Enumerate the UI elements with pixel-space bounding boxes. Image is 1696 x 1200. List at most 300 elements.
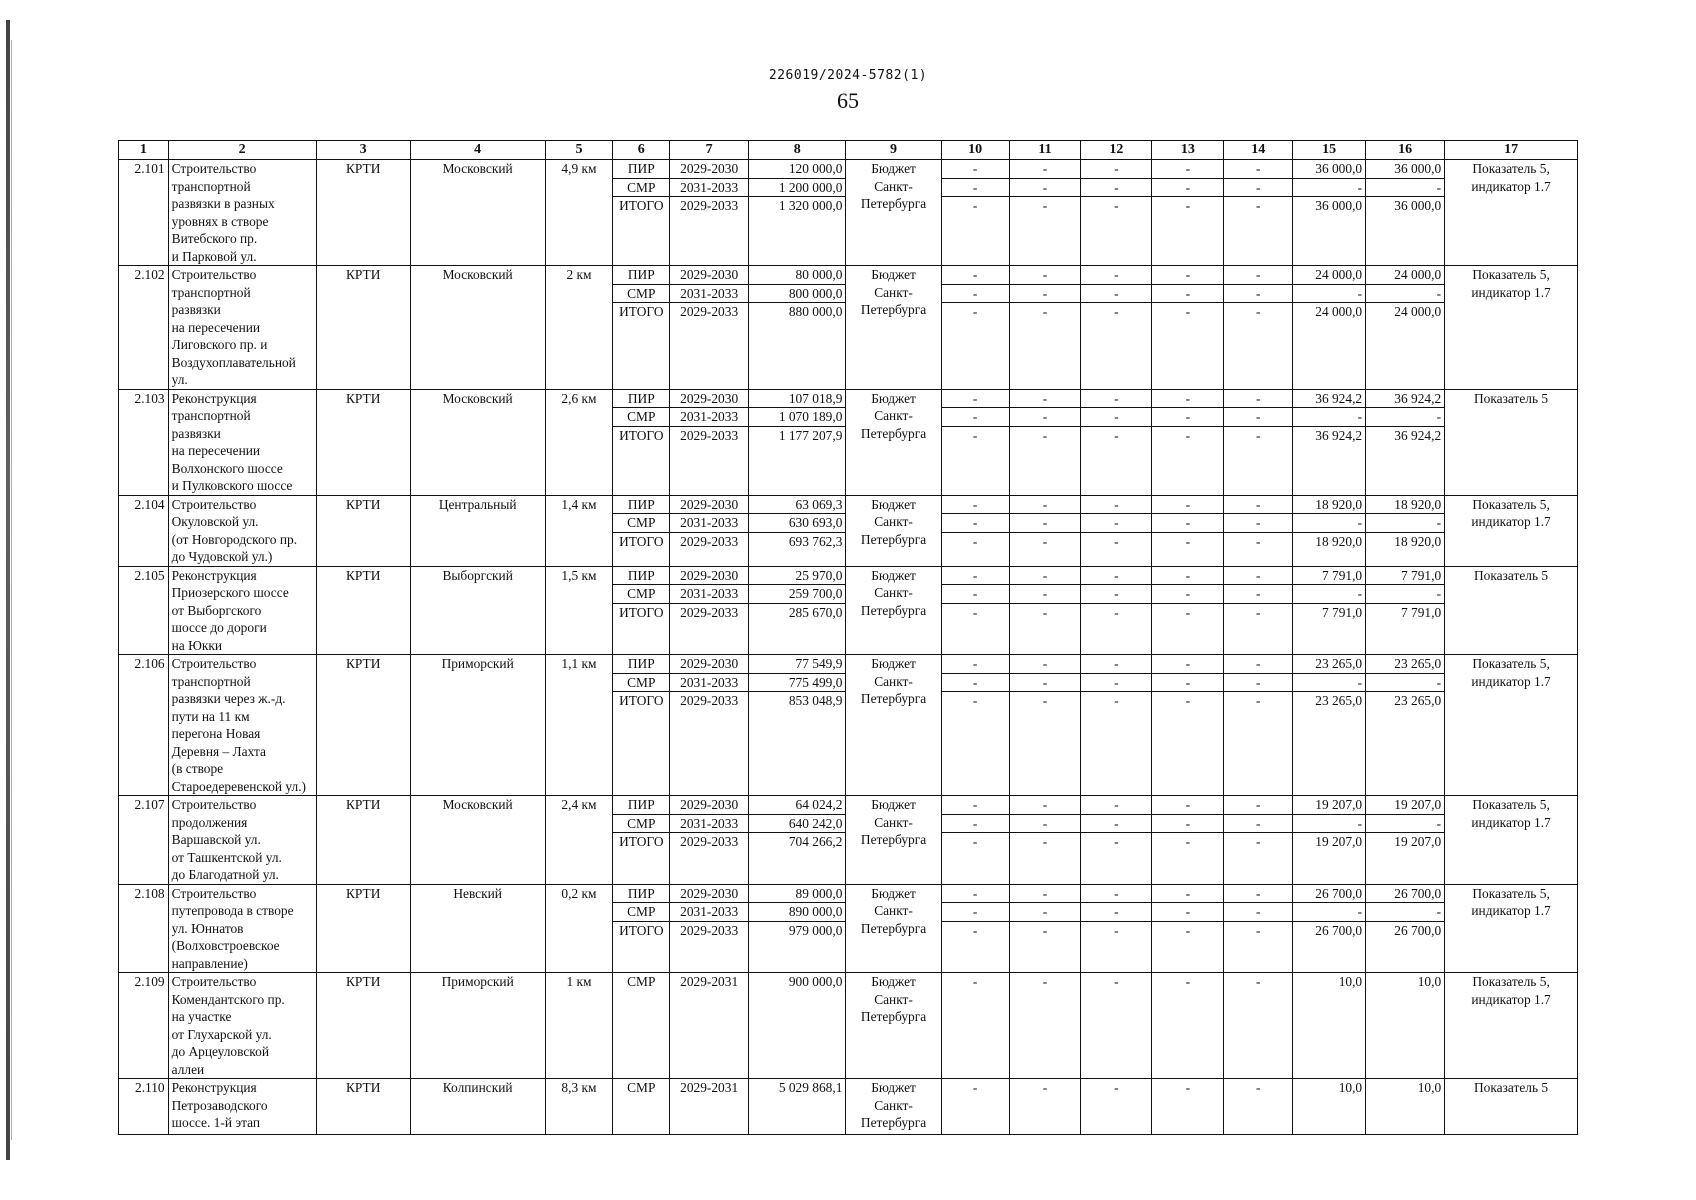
stage-line: ИТОГО xyxy=(619,533,664,549)
amount-line: 800 000,0 xyxy=(749,285,845,304)
period-line: 2029-2030 xyxy=(670,496,748,515)
col-15-value xyxy=(1293,973,1366,1079)
col-14-value-line: - xyxy=(1256,304,1261,319)
col-14-value xyxy=(1224,1079,1293,1135)
col-14-value xyxy=(1224,160,1293,266)
col-14-value-line: - xyxy=(1256,974,1261,989)
col-13-value-line: - xyxy=(1152,815,1223,834)
row-number: 2.105 xyxy=(119,566,169,655)
col-11-value-line: - xyxy=(1042,693,1048,708)
col-14-value-line: - xyxy=(1256,693,1261,708)
col-12-value-line: - xyxy=(1114,922,1119,938)
col-16-value-line: 7 791,0 xyxy=(1366,567,1444,586)
stage xyxy=(613,796,670,885)
col-11-value-line: - xyxy=(1010,390,1081,409)
col-13-value-line: - xyxy=(1152,885,1223,904)
col-11-value-line: - xyxy=(1010,285,1081,304)
col-15-value-line: 18 920,0 xyxy=(1315,533,1363,549)
col-12-value xyxy=(1081,389,1152,495)
col-13-value xyxy=(1152,495,1224,566)
col-12-value-line: - xyxy=(1081,160,1151,179)
col-14-value-line: - xyxy=(1224,655,1292,674)
col-16-value-line: - xyxy=(1366,903,1444,922)
col-15-value-line: 19 207,0 xyxy=(1293,796,1365,815)
period-line: 2029-2033 xyxy=(680,427,739,443)
col-13-value-line: - xyxy=(1185,1080,1191,1095)
stage xyxy=(613,973,670,1079)
col-13-value-line: - xyxy=(1152,674,1223,693)
col-16-value-line: 10,0 xyxy=(1417,1080,1442,1095)
col-13-value xyxy=(1152,160,1224,266)
col-16-value-line: - xyxy=(1366,408,1444,427)
col-13-value-line: - xyxy=(1152,796,1223,815)
amount-line: 630 693,0 xyxy=(749,514,845,533)
amount-line: 890 000,0 xyxy=(749,903,845,922)
col-13-value xyxy=(1152,973,1224,1079)
amount xyxy=(749,389,846,495)
col-16-value-line: - xyxy=(1366,674,1444,693)
header-cell-16: 16 xyxy=(1366,141,1445,160)
amount-line: 900 000,0 xyxy=(788,974,843,989)
table-row xyxy=(119,495,1578,566)
col-16-value xyxy=(1366,655,1445,796)
col-13-value-line: - xyxy=(1152,160,1223,179)
col-12-value-line: - xyxy=(1114,693,1119,708)
header-cell-9: 9 xyxy=(846,141,941,160)
col-15-value-line: 36 924,2 xyxy=(1293,390,1365,409)
col-13-value-line: - xyxy=(1152,655,1223,674)
col-14-value xyxy=(1224,495,1293,566)
col-16-value-line: 36 924,2 xyxy=(1366,390,1444,409)
period xyxy=(670,389,749,495)
col-13-value-line: - xyxy=(1152,585,1223,604)
col-12-value xyxy=(1081,566,1152,655)
col-11-value-line: - xyxy=(1042,427,1048,443)
col-10-value-line: - xyxy=(942,655,1009,674)
col-13-value-line: - xyxy=(1152,408,1223,427)
col-12-value-line: - xyxy=(1081,179,1151,198)
funding-source: Бюджет Санкт- Петербурга xyxy=(846,1079,941,1135)
stage-line: ИТОГО xyxy=(619,834,664,849)
col-13-value-line: - xyxy=(1185,198,1191,213)
col-15-value-line: 24 000,0 xyxy=(1293,266,1365,285)
stage-line: ПИР xyxy=(613,266,669,285)
stage-line: СМР xyxy=(613,903,669,922)
stage-line: СМР xyxy=(627,1080,656,1095)
col-14-value-line: - xyxy=(1256,533,1261,549)
col-12-value-line: - xyxy=(1081,496,1151,515)
col-14-value-line: - xyxy=(1224,514,1292,533)
header-row xyxy=(119,141,1578,160)
col-11-value-line: - xyxy=(1042,604,1048,620)
col-12-value-line: - xyxy=(1114,427,1119,443)
amount xyxy=(749,1079,846,1135)
col-15-value-line: 7 791,0 xyxy=(1321,604,1363,620)
amount-line: 77 549,9 xyxy=(749,655,845,674)
amount xyxy=(749,655,846,796)
col-15-value xyxy=(1293,266,1366,390)
col-10-value xyxy=(941,566,1009,655)
col-16-value xyxy=(1366,495,1445,566)
col-10-value-line: - xyxy=(972,198,978,213)
stage-line: СМР xyxy=(613,514,669,533)
col-16-value-line: 26 700,0 xyxy=(1366,885,1444,904)
col-11-value-line: - xyxy=(1010,266,1081,285)
col-15-value-line: - xyxy=(1293,179,1365,198)
col-15-value-line: 36 000,0 xyxy=(1315,198,1363,213)
amount-line: 89 000,0 xyxy=(749,885,845,904)
stage xyxy=(613,495,670,566)
period-line: 2029-2030 xyxy=(670,567,748,586)
col-10-value xyxy=(941,160,1009,266)
col-12-value xyxy=(1081,266,1152,390)
col-11-value-line: - xyxy=(1010,796,1081,815)
col-10-value-line: - xyxy=(972,974,978,989)
col-15-value-line: - xyxy=(1293,674,1365,693)
col-10-value xyxy=(941,655,1009,796)
col-10-value-line: - xyxy=(972,427,978,443)
period xyxy=(670,566,749,655)
object-name: Реконструкция Петрозаводского шоссе. 1-й этап xyxy=(168,1079,316,1135)
amount-line: 5 029 868,1 xyxy=(778,1080,843,1095)
col-10-value-line: - xyxy=(942,160,1009,179)
col-12-value xyxy=(1081,655,1152,796)
col-10-value-line: - xyxy=(942,266,1009,285)
row-number: 2.109 xyxy=(119,973,169,1079)
col-14-value-line: - xyxy=(1256,1080,1261,1095)
header-cell-3: 3 xyxy=(316,141,410,160)
period-line: 2031-2033 xyxy=(670,408,748,427)
col-11-value xyxy=(1009,266,1081,390)
district: Приморский xyxy=(410,655,545,796)
period-line: 2031-2033 xyxy=(670,815,748,834)
col-10-value-line: - xyxy=(942,796,1009,815)
period-line: 2029-2031 xyxy=(680,1080,739,1095)
col-14-value-line: - xyxy=(1256,834,1261,849)
stage-line: ИТОГО xyxy=(619,693,664,708)
col-10-value-line: - xyxy=(942,815,1009,834)
amount-line: 25 970,0 xyxy=(749,567,845,586)
amount-line: 1 320 000,0 xyxy=(778,198,843,213)
object-name: Строительство транспортной развязки в разных уровнях в створе Витебского пр. и Парковой ул. xyxy=(168,160,316,266)
col-13-value-line: - xyxy=(1185,304,1191,319)
period-line: 2031-2033 xyxy=(670,903,748,922)
amount-line: 285 670,0 xyxy=(788,604,843,620)
stage-line: ИТОГО xyxy=(619,304,664,319)
responsible-org: КРТИ xyxy=(316,884,410,973)
col-14-value-line: - xyxy=(1224,408,1292,427)
amount-line: 1 070 189,0 xyxy=(749,408,845,427)
col-13-value-line: - xyxy=(1152,390,1223,409)
col-10-value xyxy=(941,884,1009,973)
length: 2,4 км xyxy=(545,796,613,885)
scan-edge-shadow xyxy=(6,20,10,1160)
stage-line: СМР xyxy=(613,674,669,693)
col-12-value-line: - xyxy=(1114,834,1119,849)
col-13-value-line: - xyxy=(1152,514,1223,533)
table-row xyxy=(119,1079,1578,1135)
header-cell-15: 15 xyxy=(1293,141,1366,160)
col-11-value xyxy=(1009,796,1081,885)
col-15-value xyxy=(1293,566,1366,655)
funding-source: Бюджет Санкт- Петербурга xyxy=(846,973,941,1079)
col-13-value-line: - xyxy=(1152,496,1223,515)
funding-source: Бюджет Санкт- Петербурга xyxy=(846,495,941,566)
row-number: 2.102 xyxy=(119,266,169,390)
col-12-value-line: - xyxy=(1114,533,1119,549)
col-11-value-line: - xyxy=(1010,496,1081,515)
col-12-value-line: - xyxy=(1081,903,1151,922)
col-12-value-line: - xyxy=(1114,198,1119,213)
col-11-value xyxy=(1009,495,1081,566)
col-15-value-line: - xyxy=(1293,285,1365,304)
col-13-value-line: - xyxy=(1152,266,1223,285)
col-11-value-line: - xyxy=(1010,585,1081,604)
period-line: 2031-2033 xyxy=(670,285,748,304)
col-13-value-line: - xyxy=(1185,922,1191,938)
col-16-value-line: - xyxy=(1366,815,1444,834)
col-11-value xyxy=(1009,160,1081,266)
col-14-value-line: - xyxy=(1256,604,1261,620)
object-name: Реконструкция транспортной развязки на пересечении Волхонского шоссе и Пулковского шоссе xyxy=(168,389,316,495)
period-line: 2031-2033 xyxy=(670,674,748,693)
col-10-value xyxy=(941,389,1009,495)
object-name: Строительство Комендантского пр. на участке от Глухарской ул. до Арцеуловской аллеи xyxy=(168,973,316,1079)
col-11-value-line: - xyxy=(1010,903,1081,922)
district: Приморский xyxy=(410,973,545,1079)
col-12-value-line: - xyxy=(1081,885,1151,904)
period-line: 2029-2030 xyxy=(670,655,748,674)
responsible-org: КРТИ xyxy=(316,1079,410,1135)
col-10-value xyxy=(941,1079,1009,1135)
col-16-value xyxy=(1366,973,1445,1079)
row-number: 2.106 xyxy=(119,655,169,796)
col-12-value-line: - xyxy=(1081,567,1151,586)
col-16-value-line: 24 000,0 xyxy=(1366,266,1444,285)
col-16-value-line: - xyxy=(1366,585,1444,604)
period-line: 2029-2030 xyxy=(670,160,748,179)
district: Московский xyxy=(410,266,545,390)
col-15-value-line: - xyxy=(1293,815,1365,834)
col-15-value-line: 36 924,2 xyxy=(1315,427,1363,443)
amount xyxy=(749,266,846,390)
document-number: 226019/2024-5782(1) xyxy=(768,68,928,83)
length: 4,9 км xyxy=(545,160,613,266)
col-12-value-line: - xyxy=(1114,604,1119,620)
col-10-value xyxy=(941,495,1009,566)
col-10-value-line: - xyxy=(942,390,1009,409)
length: 2 км xyxy=(545,266,613,390)
col-16-value xyxy=(1366,566,1445,655)
col-11-value xyxy=(1009,655,1081,796)
amount xyxy=(749,973,846,1079)
col-11-value-line: - xyxy=(1042,1080,1048,1095)
col-14-value-line: - xyxy=(1224,815,1292,834)
col-16-value-line: - xyxy=(1366,179,1444,198)
stage-line: СМР xyxy=(613,585,669,604)
col-16-value-line: 18 920,0 xyxy=(1366,496,1444,515)
col-10-value-line: - xyxy=(942,674,1009,693)
header-cell-10: 10 xyxy=(941,141,1009,160)
col-13-value xyxy=(1152,884,1224,973)
stage xyxy=(613,566,670,655)
amount-line: 80 000,0 xyxy=(749,266,845,285)
stage-line: ИТОГО xyxy=(619,198,664,213)
row-number: 2.108 xyxy=(119,884,169,973)
col-11-value-line: - xyxy=(1010,674,1081,693)
col-14-value-line: - xyxy=(1224,585,1292,604)
col-12-value-line: - xyxy=(1081,285,1151,304)
period xyxy=(670,884,749,973)
col-14-value xyxy=(1224,266,1293,390)
col-11-value-line: - xyxy=(1042,533,1048,549)
length: 2,6 км xyxy=(545,389,613,495)
header-cell-17: 17 xyxy=(1445,141,1578,160)
amount-line: 880 000,0 xyxy=(788,304,843,319)
stage-line: ПИР xyxy=(613,567,669,586)
col-10-value-line: - xyxy=(942,903,1009,922)
amount-line: 120 000,0 xyxy=(749,160,845,179)
col-10-value-line: - xyxy=(942,514,1009,533)
header-cell-13: 13 xyxy=(1152,141,1224,160)
col-12-value xyxy=(1081,973,1152,1079)
col-12-value xyxy=(1081,1079,1152,1135)
col-16-value-line: 23 265,0 xyxy=(1394,693,1442,708)
col-12-value-line: - xyxy=(1081,390,1151,409)
col-15-value-line: 36 000,0 xyxy=(1293,160,1365,179)
responsible-org: КРТИ xyxy=(316,389,410,495)
col-14-value-line: - xyxy=(1224,266,1292,285)
header-cell-4: 4 xyxy=(410,141,545,160)
responsible-org: КРТИ xyxy=(316,566,410,655)
indicator: Показатель 5 xyxy=(1445,389,1578,495)
responsible-org: КРТИ xyxy=(316,160,410,266)
col-10-value-line: - xyxy=(942,885,1009,904)
amount-line: 853 048,9 xyxy=(788,693,843,708)
funding-source: Бюджет Санкт- Петербурга xyxy=(846,796,941,885)
col-15-value-line: - xyxy=(1293,903,1365,922)
stage xyxy=(613,160,670,266)
col-10-value-line: - xyxy=(972,604,978,620)
col-10-value-line: - xyxy=(942,179,1009,198)
col-13-value xyxy=(1152,655,1224,796)
indicator: Показатель 5 xyxy=(1445,566,1578,655)
col-15-value-line: - xyxy=(1293,585,1365,604)
col-12-value-line: - xyxy=(1081,514,1151,533)
length: 1,5 км xyxy=(545,566,613,655)
col-12-value xyxy=(1081,495,1152,566)
period-line: 2029-2030 xyxy=(670,390,748,409)
header-cell-7: 7 xyxy=(670,141,749,160)
col-12-value-line: - xyxy=(1081,815,1151,834)
col-13-value xyxy=(1152,796,1224,885)
col-13-value xyxy=(1152,566,1224,655)
funding-source: Бюджет Санкт- Петербурга xyxy=(846,655,941,796)
header-cell-2: 2 xyxy=(168,141,316,160)
header-cell-5: 5 xyxy=(545,141,613,160)
col-14-value-line: - xyxy=(1256,922,1261,938)
col-16-value-line: - xyxy=(1366,285,1444,304)
indicator: Показатель 5, индикатор 1.7 xyxy=(1445,266,1578,390)
object-name: Реконструкция Приозерского шоссе от Выборгского шоссе до дороги на Юкки xyxy=(168,566,316,655)
col-12-value xyxy=(1081,160,1152,266)
object-name: Строительство Окуловской ул. (от Новгородского пр. до Чудовской ул.) xyxy=(168,495,316,566)
table-row xyxy=(119,884,1578,973)
stage-line: ИТОГО xyxy=(619,604,664,620)
col-11-value-line: - xyxy=(1010,567,1081,586)
col-10-value-line: - xyxy=(942,585,1009,604)
district: Московский xyxy=(410,160,545,266)
col-12-value-line: - xyxy=(1081,796,1151,815)
col-10-value-line: - xyxy=(942,567,1009,586)
amount xyxy=(749,566,846,655)
amount-line: 259 700,0 xyxy=(749,585,845,604)
stage-line: ИТОГО xyxy=(619,427,664,443)
col-14-value-line: - xyxy=(1224,496,1292,515)
funding-source: Бюджет Санкт- Петербурга xyxy=(846,389,941,495)
col-11-value-line: - xyxy=(1042,834,1048,849)
stage-line: ПИР xyxy=(613,885,669,904)
col-13-value-line: - xyxy=(1185,693,1191,708)
col-12-value xyxy=(1081,884,1152,973)
col-16-value-line: 36 924,2 xyxy=(1394,427,1442,443)
col-15-value-line: 26 700,0 xyxy=(1293,885,1365,904)
length: 8,3 км xyxy=(545,1079,613,1135)
stage-line: ПИР xyxy=(613,496,669,515)
col-12-value-line: - xyxy=(1114,974,1119,989)
col-15-value xyxy=(1293,796,1366,885)
col-16-value-line: 36 000,0 xyxy=(1394,198,1442,213)
col-11-value-line: - xyxy=(1010,885,1081,904)
col-12-value-line: - xyxy=(1081,408,1151,427)
row-number: 2.107 xyxy=(119,796,169,885)
length: 0,2 км xyxy=(545,884,613,973)
col-16-value xyxy=(1366,796,1445,885)
stage xyxy=(613,884,670,973)
col-13-value-line: - xyxy=(1185,834,1191,849)
row-number: 2.101 xyxy=(119,160,169,266)
col-15-value xyxy=(1293,1079,1366,1135)
col-10-value-line: - xyxy=(972,834,978,849)
page-number: 65 xyxy=(837,88,859,113)
col-16-value xyxy=(1366,160,1445,266)
col-14-value xyxy=(1224,389,1293,495)
period xyxy=(670,973,749,1079)
period-line: 2029-2033 xyxy=(680,533,739,549)
col-16-value xyxy=(1366,266,1445,390)
header-cell-11: 11 xyxy=(1009,141,1081,160)
period-line: 2029-2030 xyxy=(670,885,748,904)
col-16-value xyxy=(1366,389,1445,495)
indicator: Показатель 5, индикатор 1.7 xyxy=(1445,973,1578,1079)
period-line: 2029-2033 xyxy=(680,304,739,319)
header-cell-8: 8 xyxy=(749,141,846,160)
col-16-value-line: 19 207,0 xyxy=(1394,834,1442,849)
col-16-value-line: 24 000,0 xyxy=(1394,304,1442,319)
col-15-value-line: - xyxy=(1293,408,1365,427)
col-14-value xyxy=(1224,884,1293,973)
length: 1 км xyxy=(545,973,613,1079)
indicator: Показатель 5, индикатор 1.7 xyxy=(1445,884,1578,973)
col-15-value xyxy=(1293,160,1366,266)
period xyxy=(670,796,749,885)
indicator: Показатель 5 xyxy=(1445,1079,1578,1135)
period-line: 2031-2033 xyxy=(670,514,748,533)
col-16-value-line: - xyxy=(1366,514,1444,533)
col-13-value-line: - xyxy=(1185,974,1191,989)
col-12-value-line: - xyxy=(1081,655,1151,674)
col-10-value-line: - xyxy=(972,1080,978,1095)
